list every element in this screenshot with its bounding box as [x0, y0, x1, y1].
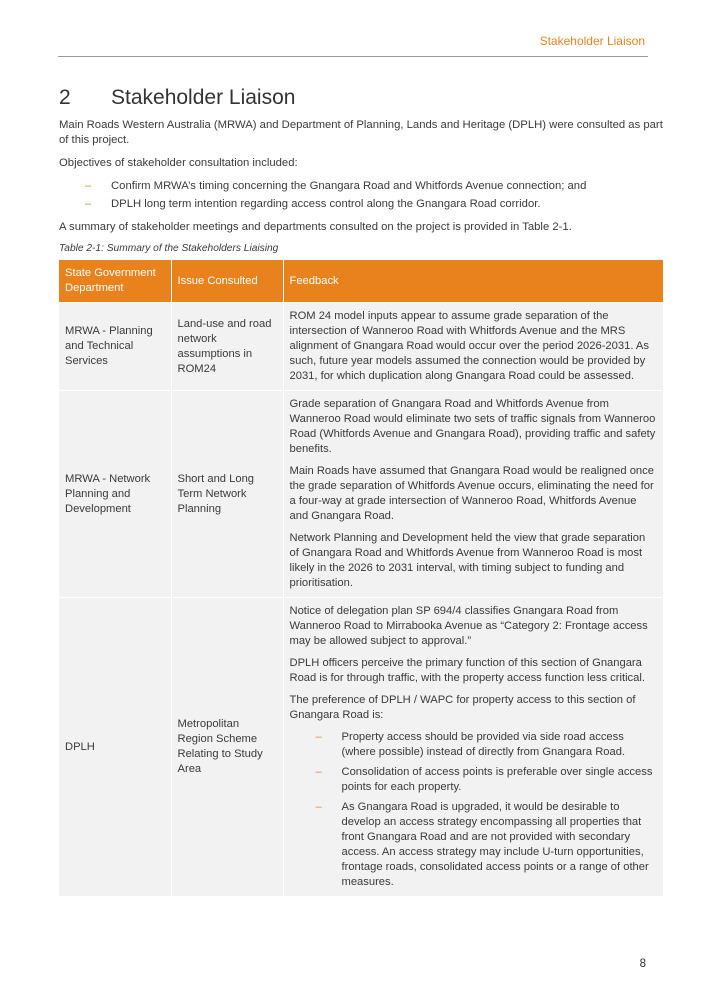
feedback-paragraph: Network Planning and Development held the view that grade separation of Gnangara Road and Whitfords Avenue from Wanneroo Road is most likely in the 2026 to 2031 interval, with timing subject to funding and prioritisation. — [289, 532, 646, 589]
table-row — [59, 391, 663, 598]
feedback-paragraph: ROM 24 model inputs appear to assume grade separation of the intersection of Wanneroo Road with Whitfords Avenue and the MRS alignment of Gnangara Road would occur over the period 2026-2031. As such, future year models assumed the connection would be provided by 2031, for which duplication along Gnangara Road could be assessed. — [289, 310, 649, 382]
column-header-department: State Government Department — [59, 260, 171, 303]
feedback-paragraph: The preference of DPLH / WAPC for property access to this section of Gnangara Road is: — [289, 694, 636, 721]
section-heading — [59, 86, 663, 110]
section-title: Stakeholder Liaison — [111, 86, 296, 109]
feedback-paragraph: Notice of delegation plan SP 694/4 classifies Gnangara Road from Wanneroo Road to Mirrabooka Avenue as “Category 2: Frontage access may be allowed subject to approval.” — [289, 605, 648, 647]
section-number: 2 — [59, 86, 71, 109]
table-header-row — [59, 260, 663, 303]
running-header: Stakeholder Liaison — [539, 34, 645, 48]
page-number: 8 — [639, 958, 646, 970]
access-preference-list — [290, 730, 657, 890]
intro-paragraph: Main Roads Western Australia (MRWA) and Department of Planning, Lands and Heritage (DPLH) were consulted as part of this project. — [59, 119, 663, 146]
department-cell: MRWA - Planning and Technical Services — [59, 303, 171, 391]
feedback-paragraph: Main Roads have assumed that Gnangara Road would be realigned once the grade separation of Whitfords Avenue occurs, eliminating the need for a four-way at grade intersection of Wanneroo Road, Whitfords Avenue and Gnangara Road. — [289, 465, 654, 522]
objectives-list — [59, 179, 663, 212]
table-row — [59, 598, 663, 897]
feedback-bullet: – Consolidation of access points is preferable over single access points for each property. — [290, 765, 657, 795]
department-cell: MRWA - Network Planning and Development — [59, 391, 171, 598]
column-header-feedback: Feedback — [283, 260, 663, 303]
feedback-cell — [283, 303, 663, 391]
table-caption: Table 2-1: Summary of the Stakeholders Liaising — [59, 243, 279, 254]
issue-cell: Short and Long Term Network Planning — [171, 391, 283, 598]
page-content — [59, 86, 663, 896]
issue-cell: Metropolitan Region Scheme Relating to Study Area — [171, 598, 283, 897]
issue-cell: Land-use and road network assumptions in ROM24 — [171, 303, 283, 391]
objective-item: – DPLH long term intention regarding access control along the Gnangara Road corridor. — [59, 197, 663, 212]
feedback-paragraph: Grade separation of Gnangara Road and Whitfords Avenue from Wanneroo Road would eliminate two sets of traffic signals from Wanneroo Road (Whitfords Avenue and Gnangara Road), providing traffic and safety benefits. — [289, 398, 656, 455]
objective-item: – Confirm MRWA’s timing concerning the Gnangara Road and Whitfords Avenue connection; and — [59, 179, 663, 194]
header-rule — [58, 56, 648, 57]
feedback-bullet: – Property access should be provided via side road access (where possible) instead of directly from Gnangara Road. — [290, 730, 657, 760]
department-cell: DPLH — [59, 598, 171, 897]
table-row — [59, 303, 663, 391]
feedback-cell — [283, 391, 663, 598]
stakeholder-table — [59, 260, 664, 896]
feedback-bullet: – As Gnangara Road is upgraded, it would be desirable to develop an access strategy encompassing all properties that front Gnangara Road and are not provided with secondary access. An access strategy may include U-turn opportunities, frontage roads, consolidated access points or a range of other measures. — [290, 800, 657, 890]
summary-paragraph: A summary of stakeholder meetings and departments consulted on the project is provided in Table 2-1. — [59, 221, 572, 233]
feedback-paragraph: DPLH officers perceive the primary function of this section of Gnangara Road is for through traffic, with the property access function less critical. — [289, 657, 645, 684]
feedback-cell — [283, 598, 663, 897]
objectives-lead: Objectives of stakeholder consultation included: — [59, 157, 298, 169]
column-header-issue: Issue Consulted — [171, 260, 283, 303]
